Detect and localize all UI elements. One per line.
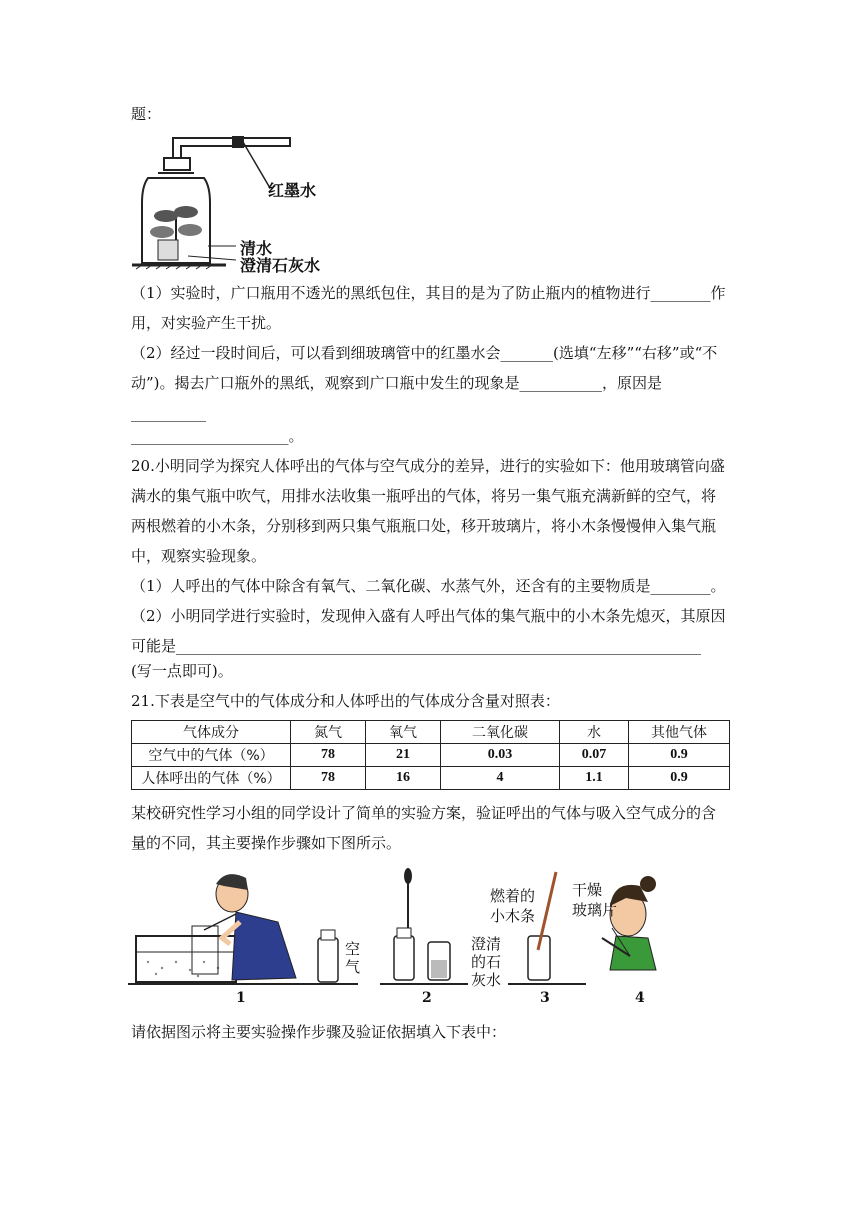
text-line: （1）人呼出的气体中除含有氧气、二氧化碳、水蒸气外，还含有的主要物质是________。 <box>131 577 726 595</box>
label-air <box>345 940 360 976</box>
table-cell: 人体呼出的气体（%） <box>132 767 291 790</box>
step-number: 4 <box>635 990 645 1006</box>
table-header-cell: 氮气 <box>291 721 366 744</box>
text-line: 量的不同，其主要操作步骤如下图所示。 <box>131 834 402 852</box>
label-glass-line: 干燥 <box>572 881 603 899</box>
table-header-row <box>132 721 730 744</box>
table-cell: 空气中的气体（%） <box>132 744 291 767</box>
label-lime-line: 澄清 <box>471 935 502 953</box>
label-clear-water: 清水 <box>240 239 273 258</box>
text-line: 中，观察实验现象。 <box>131 547 267 565</box>
label-lime-line: 的石 <box>471 953 502 971</box>
table-header-cell: 其他气体 <box>629 721 730 744</box>
text-line: （2）经过一段时间后，可以看到细玻璃管中的红墨水会_______(选填“左移”“右移”或“不 <box>131 344 718 362</box>
label-glass-line: 玻璃片 <box>572 901 618 919</box>
label-stick-line: 小木条 <box>490 907 536 925</box>
text-line: 用，对实验产生干扰。 <box>131 314 282 332</box>
table-row <box>132 767 730 790</box>
table-cell: 21 <box>366 744 441 767</box>
text-line: （2）小明同学进行实验时，发现伸入盛有人呼出气体的集气瓶中的小木条先熄灭，其原因 <box>131 607 726 625</box>
text-line: 动”)。揭去广口瓶外的黑纸，观察到广口瓶中发生的现象是___________，原因是 <box>131 374 663 392</box>
table-cell: 4 <box>441 767 560 790</box>
text-line: 题： <box>131 105 162 123</box>
label-air-line: 气 <box>345 958 361 976</box>
label-burning-stick <box>490 886 535 926</box>
text-line: 可能是______________________________________________________________________ <box>131 637 702 655</box>
table-cell: 0.9 <box>629 767 730 790</box>
table-cell: 0.03 <box>441 744 560 767</box>
table-cell: 1.1 <box>560 767 629 790</box>
gas-composition-table <box>131 720 730 790</box>
text-line: __________ <box>131 404 206 422</box>
table-cell: 78 <box>291 744 366 767</box>
label-dry-glass <box>572 880 617 920</box>
text-line: （1）实验时，广口瓶用不透光的黑纸包住，其目的是为了防止瓶内的植物进行________作 <box>131 284 726 302</box>
text-line: (写一点即可)。 <box>131 662 233 680</box>
label-limewater <box>471 935 501 989</box>
text-line: _____________________。 <box>131 427 304 445</box>
table-cell: 0.07 <box>560 744 629 767</box>
label-lime-line: 灰水 <box>471 971 502 989</box>
text-line: 20.小明同学为探究人体呼出的气体与空气成分的差异，进行的实验如下：他用玻璃管向盛 <box>131 457 725 475</box>
label-limewater: 澄清石灰水 <box>240 256 321 275</box>
text-line: 21.下表是空气中的气体成分和人体呼出的气体成分含量对照表： <box>131 692 560 710</box>
table-cell: 16 <box>366 767 441 790</box>
step-number: 2 <box>422 990 432 1006</box>
table-cell: 78 <box>291 767 366 790</box>
label-stick-line: 燃着的 <box>490 887 536 905</box>
step-number: 3 <box>540 990 550 1006</box>
table-header-cell: 气体成分 <box>132 721 291 744</box>
table-row <box>132 744 730 767</box>
table-cell: 0.9 <box>629 744 730 767</box>
step-number: 1 <box>236 990 246 1006</box>
text-line: 两根燃着的小木条，分别移到两只集气瓶瓶口处，移开玻璃片，将小木条慢慢伸入集气瓶 <box>131 517 717 535</box>
label-air-line: 空 <box>345 940 361 958</box>
table-header-cell: 水 <box>560 721 629 744</box>
table-header-cell: 二氧化碳 <box>441 721 560 744</box>
label-red-ink: 红墨水 <box>268 181 317 200</box>
table-header-cell: 氧气 <box>366 721 441 744</box>
text-line: 满水的集气瓶中吹气，用排水法收集一瓶呼出的气体，将另一集气瓶充满新鲜的空气，将 <box>131 487 717 505</box>
text-line: 某校研究性学习小组的同学设计了简单的实验方案，验证呼出的气体与吸入空气成分的含 <box>131 804 717 822</box>
text-line: 请依据图示将主要实验操作步骤及验证依据填入下表中： <box>131 1023 507 1041</box>
